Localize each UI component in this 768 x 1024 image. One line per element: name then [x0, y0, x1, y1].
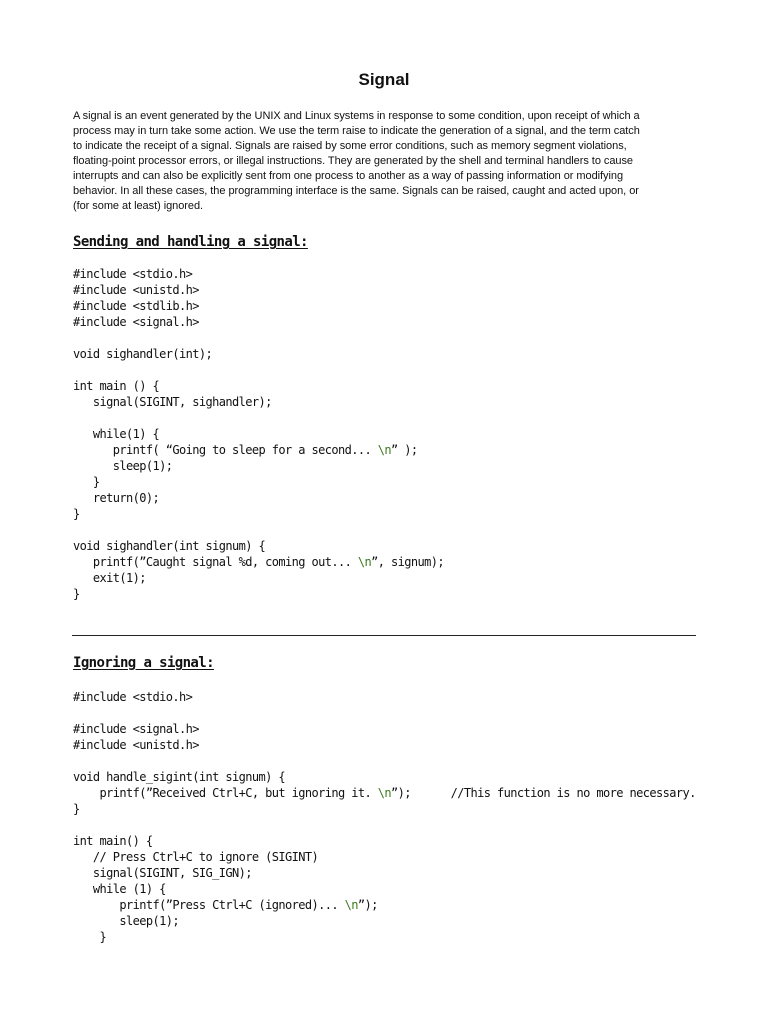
code-text: signal(SIGINT, SIG_IGN);: [73, 866, 252, 880]
code-text: printf(”Press Ctrl+C (ignored)...: [73, 898, 345, 912]
code-line: [73, 426, 444, 442]
code-line: [73, 458, 444, 474]
code-text: printf(”Received Ctrl+C, but ignoring it.: [73, 786, 378, 800]
code-line: [73, 410, 444, 426]
section-divider: [72, 635, 696, 636]
page-title: Signal: [358, 70, 410, 89]
code-text: #include <stdio.h>: [73, 267, 193, 281]
code-line: [73, 314, 444, 330]
code-line: [73, 817, 696, 833]
code-text: int main() {: [73, 834, 153, 848]
code-line: [73, 522, 444, 538]
code-line: [73, 266, 444, 282]
code-text: }: [73, 507, 80, 521]
code-text: #include <signal.h>: [73, 722, 199, 736]
code-line: [73, 506, 444, 522]
escape-sequence: \n: [377, 443, 391, 457]
intro-line: A signal is an event generated by the UNIX and Linux systems in response to some condition, upon receipt of which a: [73, 110, 640, 122]
code-text: signal(SIGINT, sighandler);: [73, 395, 272, 409]
code-text: }: [73, 587, 80, 601]
code-text: #include <unistd.h>: [73, 738, 199, 752]
intro-line: interrupts and can also be explicitly sent from one process to another as a way of passing information or modifying: [73, 170, 624, 182]
code-text: #include <signal.h>: [73, 315, 199, 329]
code-line: [73, 346, 444, 362]
escape-sequence: \n: [377, 786, 391, 800]
code-block-sending-handling: [73, 266, 444, 602]
code-text: ”);: [357, 898, 378, 912]
code-line: [73, 897, 696, 913]
code-line: [73, 330, 444, 346]
code-text: ” );: [390, 443, 418, 457]
section-heading-ignoring: Ignoring a signal:: [73, 655, 214, 671]
code-text: #include <unistd.h>: [73, 283, 199, 297]
code-line: [73, 394, 444, 410]
code-text: }: [73, 475, 100, 489]
code-line: [73, 689, 696, 705]
code-line: [73, 298, 444, 314]
code-line: [73, 833, 696, 849]
code-text: while (1) {: [73, 882, 166, 896]
intro-line: floating-point processor errors, or illegal instructions. They are generated by the shell and terminal handlers to cause: [73, 155, 633, 167]
code-text: while(1) {: [73, 427, 160, 441]
escape-sequence: \n: [357, 555, 372, 569]
code-text: exit(1);: [73, 571, 146, 585]
code-block-ignoring: [73, 689, 696, 945]
code-text: return(0);: [73, 491, 160, 505]
intro-line: process may in turn take some action. We use the term raise to indicate the generation of a signal, and the term catch: [73, 125, 640, 137]
code-line: [73, 705, 696, 721]
intro-line: behavior. In all these cases, the programming interface is the same. Signals can be raised, caught and acted upon, or: [73, 185, 639, 197]
intro-line: to indicate the receipt of a signal. Signals are raised by some error conditions, such as memory segment violations,: [73, 140, 627, 152]
code-text: #include <stdlib.h>: [73, 299, 199, 313]
code-text: int main () {: [73, 379, 160, 393]
code-text: printf( “Going to sleep for a second...: [73, 443, 378, 457]
code-text: sleep(1);: [73, 914, 179, 928]
code-line: [73, 490, 444, 506]
code-text: }: [73, 930, 107, 944]
code-line: [73, 929, 696, 945]
code-line: [73, 737, 696, 753]
code-text: // Press Ctrl+C to ignore (SIGINT): [73, 850, 319, 864]
code-line: [73, 721, 696, 737]
code-text: void handle_sigint(int signum) {: [73, 770, 285, 784]
intro-line: (for some at least) ignored.: [73, 200, 204, 212]
intro-paragraph: [73, 109, 697, 214]
code-line: [73, 801, 696, 817]
code-line: [73, 570, 444, 586]
code-line: [73, 753, 696, 769]
code-text: ”); //This function is no more necessary.: [390, 786, 696, 800]
code-line: [73, 378, 444, 394]
code-line: [73, 849, 696, 865]
code-line: [73, 554, 444, 570]
code-line: [73, 362, 444, 378]
code-line: [73, 538, 444, 554]
code-text: void sighandler(int);: [73, 347, 213, 361]
code-line: [73, 282, 444, 298]
code-text: ”, signum);: [371, 555, 444, 569]
code-text: }: [73, 802, 80, 816]
code-text: sleep(1);: [73, 459, 173, 473]
code-line: [73, 442, 444, 458]
code-text: void sighandler(int signum) {: [73, 539, 266, 553]
code-line: [73, 913, 696, 929]
code-line: [73, 865, 696, 881]
escape-sequence: \n: [344, 898, 358, 912]
code-line: [73, 769, 696, 785]
section-heading-sending-handling: Sending and handling a signal:: [73, 234, 308, 250]
code-line: [73, 881, 696, 897]
code-text: #include <stdio.h>: [73, 690, 193, 704]
code-text: printf(”Caught signal %d, coming out...: [73, 555, 358, 569]
code-line: [73, 474, 444, 490]
code-line: [73, 785, 696, 801]
code-line: [73, 586, 444, 602]
